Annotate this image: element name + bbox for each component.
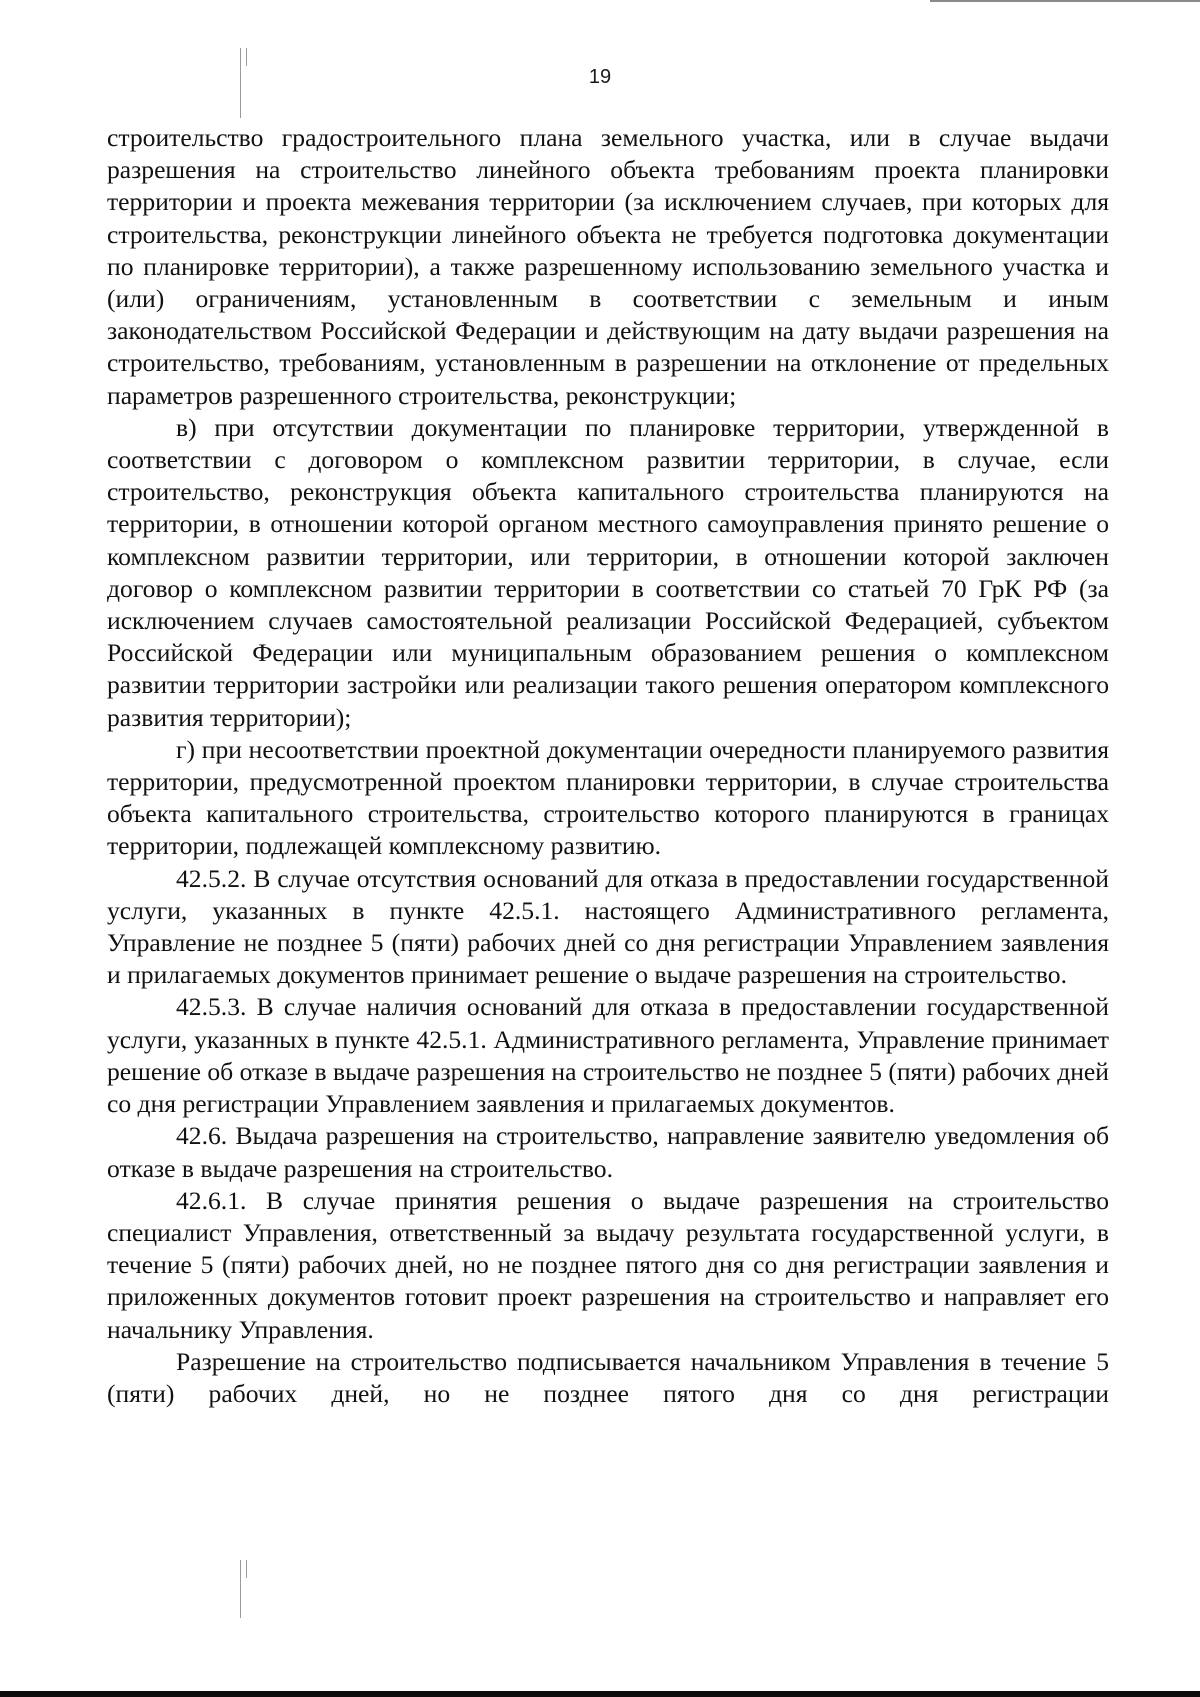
scan-bottom-edge [0,1691,1200,1697]
scan-binding-mark-top-2 [246,48,247,66]
paragraph-signing: Разрешение на строительство подписывается начальником Управления в течение 5 (пяти) рабочих дней, но не позднее пятого дня со дня регистрации [107,1346,1109,1408]
page-number: 19 [588,66,612,88]
scan-binding-mark-bottom [240,1560,241,1618]
paragraph-continuation: строительство градостроительного плана земельного участка, или в случае выдачи разрешения на строительство линейного объекта требованиям проекта планировки территории и проекта межевания территории (за исключением случаев, при которых для строительства, реконструкции линейного объекта не требуется подготовка документации по планировке территории), а также разрешенному использованию земельного участка и (или) ограничениям, установленным в соответствии с земельным и иным законодательством Российской Федерации и действующим на дату выдачи разрешения на строительство, требованиям, установленным в разрешении на отклонение от предельных параметров разрешенного строительства, реконструкции; [107,123,1109,410]
paragraph-42-5-2: 42.5.2. В случае отсутствия оснований для отказа в предоставлении государственной услуги, указанных в пункте 42.5.1. настоящего Административного регламента, Управление не позднее 5 (пяти) рабочих дней со дня регистрации Управлением заявления и прилагаемых документов принимает решение о выдаче разрешения на строительство. [107,863,1109,990]
paragraph-item-v: в) при отсутствии документации по планировке территории, утвержденной в соответствии с договором о комплексном развитии территории, в случае, если строительство, реконструкция объекта капитального строительства планируются на территории, в отношении которой органом местного самоуправления принято решение о комплексном развитии территории, или территории, в отношении которой заключен договор о комплексном развитии территории в соответствии со статьей 70 ГрК РФ (за исключением случаев самостоятельной реализации Российской Федерацией, субъектом Российской Федерации или муниципальным образованием решения о комплексном развитии территории застройки или реализации такого решения оператором комплексного развития территории); [107,412,1109,732]
paragraph-42-5-3: 42.5.3. В случае наличия оснований для отказа в предоставлении государственной услуги, указанных в пункте 42.5.1. Административного регламента, Управление принимает решение об отказе в выдаче разрешения на строительство не позднее 5 (пяти) рабочих дней со дня регистрации Управлением заявления и прилагаемых документов. [107,992,1109,1119]
scan-binding-mark-bottom-2 [246,1560,247,1578]
scan-edge-line [930,0,1200,2]
paragraph-42-6: 42.6. Выдача разрешения на строительство, направление заявителю уведомления об отказе в выдаче разрешения на строительство. [107,1121,1109,1183]
document-body [107,122,1109,1410]
paragraph-item-g: г) при несоответствии проектной документации очередности планируемого развития территории, предусмотренной проектом планировки территории, в случае строительства объекта капитального строительства, строительство которого планируются в границах территории, подлежащей комплексному развитию. [107,734,1109,861]
paragraph-42-6-1: 42.6.1. В случае принятия решения о выдаче разрешения на строительство специалист Управления, ответственный за выдачу результата государственной услуги, в течение 5 (пяти) рабочих дней, но не позднее пятого дня со дня регистрации заявления и приложенных документов готовит проект разрешения на строительство и направляет его начальнику Управления. [107,1185,1109,1344]
